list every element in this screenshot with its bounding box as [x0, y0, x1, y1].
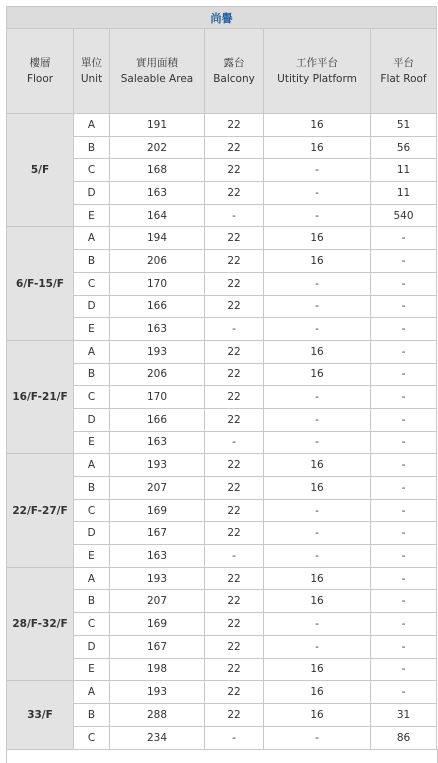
column-header-saleable-area: [110, 29, 205, 114]
unit-cell: B: [74, 136, 110, 159]
flat-roof-cell: -: [371, 363, 437, 386]
balcony-cell: 22: [205, 567, 264, 590]
flat-roof-cell: -: [371, 386, 437, 409]
saleable-area-cell: 194: [110, 227, 205, 250]
utility-platform-cell: 16: [264, 227, 371, 250]
unit-cell: D: [74, 408, 110, 431]
utility-platform-cell: 16: [264, 136, 371, 159]
flat-roof-cell: 540: [371, 204, 437, 227]
flat-roof-cell: -: [371, 318, 437, 341]
unit-cell: B: [74, 477, 110, 500]
saleable-area-cell: 288: [110, 703, 205, 726]
saleable-area-cell: 207: [110, 477, 205, 500]
column-header-utility-platform-zh: 工作平台: [296, 57, 338, 69]
unit-cell: B: [74, 250, 110, 273]
utility-platform-cell: -: [264, 318, 371, 341]
flat-roof-cell: -: [371, 635, 437, 658]
flat-roof-cell: -: [371, 658, 437, 681]
flat-roof-cell: -: [371, 431, 437, 454]
balcony-cell: 22: [205, 635, 264, 658]
balcony-cell: 22: [205, 272, 264, 295]
flat-roof-cell: -: [371, 567, 437, 590]
floor-cell: 22/F-27/F: [7, 454, 74, 567]
column-header-flat-roof: [371, 29, 437, 114]
unit-area-table: [6, 6, 437, 750]
unit-cell: E: [74, 318, 110, 341]
saleable-area-cell: 163: [110, 318, 205, 341]
utility-platform-cell: 16: [264, 340, 371, 363]
utility-platform-cell: 16: [264, 658, 371, 681]
balcony-cell: 22: [205, 227, 264, 250]
balcony-cell: -: [205, 726, 264, 749]
saleable-area-cell: 191: [110, 114, 205, 137]
saleable-area-cell: 202: [110, 136, 205, 159]
unit-cell: A: [74, 567, 110, 590]
table-title: 尚譽: [7, 7, 437, 29]
unit-cell: B: [74, 590, 110, 613]
utility-platform-cell: 16: [264, 567, 371, 590]
saleable-area-cell: 166: [110, 295, 205, 318]
balcony-cell: 22: [205, 295, 264, 318]
balcony-cell: 22: [205, 477, 264, 500]
utility-platform-cell: 16: [264, 454, 371, 477]
unit-cell: C: [74, 386, 110, 409]
balcony-cell: 22: [205, 522, 264, 545]
flat-roof-cell: -: [371, 272, 437, 295]
saleable-area-cell: 168: [110, 159, 205, 182]
flat-roof-cell: 11: [371, 182, 437, 205]
saleable-area-cell: 206: [110, 250, 205, 273]
balcony-cell: 22: [205, 136, 264, 159]
flat-roof-cell: -: [371, 454, 437, 477]
flat-roof-cell: 51: [371, 114, 437, 137]
saleable-area-cell: 167: [110, 522, 205, 545]
utility-platform-cell: 16: [264, 363, 371, 386]
saleable-area-cell: 198: [110, 658, 205, 681]
balcony-cell: 22: [205, 590, 264, 613]
balcony-cell: 22: [205, 499, 264, 522]
utility-platform-cell: -: [264, 159, 371, 182]
flat-roof-cell: -: [371, 613, 437, 636]
saleable-area-cell: 167: [110, 635, 205, 658]
unit-cell: C: [74, 726, 110, 749]
column-header-floor: [7, 29, 74, 114]
flat-roof-cell: -: [371, 545, 437, 568]
saleable-area-cell: 207: [110, 590, 205, 613]
balcony-cell: 22: [205, 658, 264, 681]
column-header-balcony-zh: 露台: [223, 57, 245, 69]
utility-platform-cell: 16: [264, 477, 371, 500]
utility-platform-cell: -: [264, 613, 371, 636]
unit-cell: C: [74, 159, 110, 182]
utility-platform-cell: -: [264, 272, 371, 295]
unit-cell: D: [74, 295, 110, 318]
flat-roof-cell: -: [371, 681, 437, 704]
floor-cell: 28/F-32/F: [7, 567, 74, 680]
saleable-area-cell: 170: [110, 272, 205, 295]
unit-cell: D: [74, 182, 110, 205]
flat-roof-cell: -: [371, 477, 437, 500]
unit-cell: C: [74, 272, 110, 295]
utility-platform-cell: -: [264, 726, 371, 749]
unit-cell: E: [74, 204, 110, 227]
column-header-unit: [74, 29, 110, 114]
table-row: [7, 340, 437, 363]
saleable-area-cell: 163: [110, 545, 205, 568]
utility-platform-cell: -: [264, 545, 371, 568]
column-header-flat-roof-en: Flat Roof: [380, 73, 427, 85]
unit-cell: C: [74, 499, 110, 522]
utility-platform-cell: 16: [264, 703, 371, 726]
unit-cell: A: [74, 340, 110, 363]
floor-cell: 6/F-15/F: [7, 227, 74, 340]
utility-platform-cell: -: [264, 386, 371, 409]
unit-cell: D: [74, 522, 110, 545]
utility-platform-cell: -: [264, 295, 371, 318]
unit-cell: D: [74, 635, 110, 658]
flat-roof-cell: -: [371, 408, 437, 431]
flat-roof-cell: 31: [371, 703, 437, 726]
column-header-utility-platform-en: Utitity Platform: [277, 73, 357, 85]
balcony-cell: 22: [205, 250, 264, 273]
unit-cell: E: [74, 431, 110, 454]
unit-cell: E: [74, 545, 110, 568]
table-row: [7, 681, 437, 704]
utility-platform-cell: -: [264, 182, 371, 205]
balcony-cell: 22: [205, 613, 264, 636]
unit-cell: A: [74, 227, 110, 250]
column-header-floor-zh: 樓層: [29, 57, 51, 69]
flat-roof-cell: 11: [371, 159, 437, 182]
utility-platform-cell: -: [264, 499, 371, 522]
column-header-flat-roof-zh: 平台: [393, 57, 415, 69]
saleable-area-cell: 206: [110, 363, 205, 386]
table-body: [7, 114, 437, 750]
balcony-cell: 22: [205, 386, 264, 409]
utility-platform-cell: 16: [264, 590, 371, 613]
utility-platform-cell: -: [264, 431, 371, 454]
flat-roof-cell: -: [371, 250, 437, 273]
saleable-area-cell: 163: [110, 182, 205, 205]
column-header-unit-en: Unit: [80, 73, 103, 85]
floor-cell: 16/F-21/F: [7, 340, 74, 453]
unit-cell: C: [74, 613, 110, 636]
balcony-cell: 22: [205, 681, 264, 704]
column-header-balcony-en: Balcony: [213, 73, 255, 85]
column-header-saleable-area-en: Saleable Area: [120, 73, 194, 85]
saleable-area-cell: 234: [110, 726, 205, 749]
saleable-area-cell: 170: [110, 386, 205, 409]
table-row: [7, 454, 437, 477]
unit-cell: B: [74, 703, 110, 726]
utility-platform-cell: -: [264, 522, 371, 545]
utility-platform-cell: -: [264, 635, 371, 658]
saleable-area-cell: 169: [110, 499, 205, 522]
utility-platform-cell: 16: [264, 114, 371, 137]
unit-cell: E: [74, 658, 110, 681]
column-header-unit-zh: 單位: [81, 57, 102, 69]
balcony-cell: -: [205, 545, 264, 568]
saleable-area-cell: 166: [110, 408, 205, 431]
balcony-cell: 22: [205, 114, 264, 137]
balcony-cell: 22: [205, 703, 264, 726]
balcony-cell: 22: [205, 159, 264, 182]
column-header-floor-en: Floor: [26, 73, 54, 85]
flat-roof-cell: -: [371, 295, 437, 318]
flat-roof-cell: 86: [371, 726, 437, 749]
flat-roof-cell: -: [371, 590, 437, 613]
utility-platform-cell: -: [264, 408, 371, 431]
floor-cell: 5/F: [7, 114, 74, 227]
unit-cell: A: [74, 454, 110, 477]
saleable-area-cell: 164: [110, 204, 205, 227]
balcony-cell: 22: [205, 408, 264, 431]
unit-area-table-container: [6, 6, 436, 750]
flat-roof-cell: -: [371, 499, 437, 522]
flat-roof-cell: -: [371, 227, 437, 250]
flat-roof-cell: -: [371, 340, 437, 363]
saleable-area-cell: 169: [110, 613, 205, 636]
column-header-saleable-area-zh: 實用面積: [136, 57, 178, 69]
flat-roof-cell: -: [371, 522, 437, 545]
balcony-cell: 22: [205, 340, 264, 363]
balcony-cell: -: [205, 431, 264, 454]
unit-cell: A: [74, 681, 110, 704]
flat-roof-cell: 56: [371, 136, 437, 159]
table-row: [7, 114, 437, 137]
utility-platform-cell: 16: [264, 681, 371, 704]
utility-platform-cell: -: [264, 204, 371, 227]
saleable-area-cell: 193: [110, 454, 205, 477]
table-footer: [6, 749, 438, 763]
floor-cell: 33/F: [7, 681, 74, 749]
balcony-cell: 22: [205, 454, 264, 477]
balcony-cell: -: [205, 318, 264, 341]
balcony-cell: -: [205, 204, 264, 227]
unit-cell: A: [74, 114, 110, 137]
table-row: [7, 227, 437, 250]
balcony-cell: 22: [205, 363, 264, 386]
saleable-area-cell: 163: [110, 431, 205, 454]
table-row: [7, 567, 437, 590]
saleable-area-cell: 193: [110, 567, 205, 590]
saleable-area-cell: 193: [110, 681, 205, 704]
balcony-cell: 22: [205, 182, 264, 205]
unit-cell: B: [74, 363, 110, 386]
saleable-area-cell: 193: [110, 340, 205, 363]
utility-platform-cell: 16: [264, 250, 371, 273]
column-header-utility-platform: [264, 29, 371, 114]
column-header-balcony: [205, 29, 264, 114]
